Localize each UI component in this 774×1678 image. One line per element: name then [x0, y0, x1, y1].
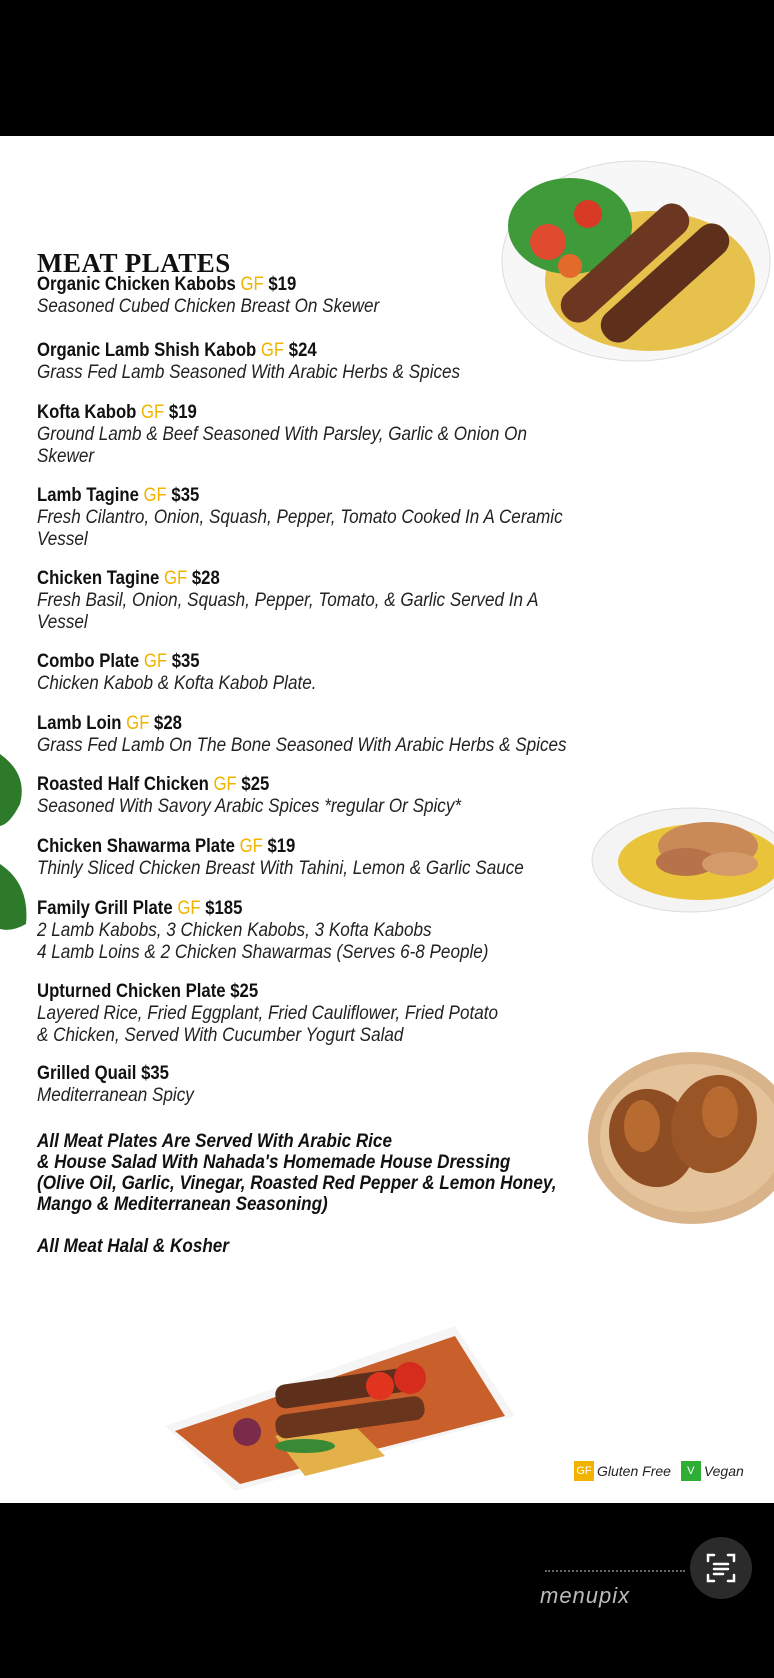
scan-text-icon — [690, 1537, 752, 1599]
menu-page — [0, 136, 774, 1503]
item-name: Combo Plate — [37, 651, 140, 672]
watermark-divider — [545, 1570, 685, 1572]
item-name: Lamb Tagine — [37, 485, 139, 506]
item-description: & Chicken, Served With Cucumber Yogurt Salad — [37, 1025, 404, 1046]
item-price: $28 — [154, 713, 182, 734]
item-price: $25 — [241, 774, 270, 795]
menu-item — [37, 774, 657, 818]
item-name: Kofta Kabob — [37, 402, 137, 423]
item-name: Chicken Shawarma Plate — [37, 836, 235, 857]
item-description: Grass Fed Lamb On The Bone Seasoned With Arabic Herbs & Spices — [37, 735, 567, 756]
section-heading: MEAT PLATES — [37, 248, 231, 278]
gluten-free-tag: GF — [163, 568, 188, 589]
item-description: Vessel — [37, 612, 88, 633]
item-price: $28 — [191, 568, 220, 589]
menu-item — [37, 568, 657, 634]
item-description: Seasoned With Savory Arabic Spices *regular Or Spicy* — [37, 796, 462, 817]
item-price: $185 — [205, 898, 243, 919]
mixed-grill-platter-image — [155, 1306, 535, 1496]
item-price: $19 — [268, 274, 297, 295]
gluten-free-tag: GF — [240, 274, 264, 295]
menu-item — [37, 981, 657, 1047]
item-description: Thinly Sliced Chicken Breast With Tahini, Lemon & Garlic Sauce — [37, 858, 524, 879]
item-description: Vessel — [37, 529, 88, 550]
gluten-free-tag: GF — [213, 774, 237, 795]
item-description: Ground Lamb & Beef Seasoned With Parsley, Garlic & Onion On — [37, 424, 527, 445]
note-line: Mango & Mediterranean Seasoning) — [37, 1194, 328, 1215]
note-line: & House Salad With Nahada's Homemade House Dressing — [37, 1152, 511, 1173]
menu-item — [37, 1063, 657, 1107]
item-description: Layered Rice, Fried Eggplant, Fried Cauliflower, Fried Potato — [37, 1003, 498, 1024]
item-name: Organic Chicken Kabobs — [37, 274, 236, 295]
note-line: All Meat Plates Are Served With Arabic Rice — [37, 1131, 392, 1152]
menu-item — [37, 274, 657, 318]
gluten-free-tag: GF — [143, 485, 167, 506]
item-name: Family Grill Plate — [37, 898, 173, 919]
item-description: Seasoned Cubed Chicken Breast On Skewer — [37, 296, 380, 317]
note-line: (Olive Oil, Garlic, Vinegar, Roasted Red Pepper & Lemon Honey, — [37, 1173, 557, 1194]
legend — [574, 1461, 744, 1481]
item-name: Organic Lamb Shish Kabob — [37, 340, 257, 361]
item-price: $24 — [288, 340, 317, 361]
gluten-free-tag: GF — [143, 651, 168, 672]
item-name: Roasted Half Chicken — [37, 774, 209, 795]
halal-note: All Meat Halal & Kosher — [37, 1236, 229, 1257]
vegan-label: Vegan — [703, 1463, 744, 1479]
item-name: Chicken Tagine — [37, 568, 160, 589]
gluten-free-badge: GF — [574, 1461, 594, 1481]
item-description: Fresh Cilantro, Onion, Squash, Pepper, Tomato Cooked In A Ceramic — [37, 507, 563, 528]
item-name: Upturned Chicken Plate — [37, 981, 226, 1002]
menu-item — [37, 402, 657, 468]
item-price: $35 — [141, 1063, 169, 1084]
scan-text-button[interactable] — [690, 1537, 752, 1599]
gluten-free-tag: GF — [141, 402, 165, 423]
item-description: Mediterranean Spicy — [37, 1085, 194, 1106]
item-name: Grilled Quail — [37, 1063, 137, 1084]
item-description: Grass Fed Lamb Seasoned With Arabic Herbs & Spices — [37, 362, 461, 383]
item-description: Skewer — [37, 446, 95, 467]
menu-item — [37, 340, 657, 384]
gluten-free-label: Gluten Free — [597, 1463, 671, 1479]
item-price: $35 — [171, 485, 200, 506]
item-price: $35 — [171, 651, 200, 672]
gluten-free-tag: GF — [260, 340, 285, 361]
watermark: menupix — [540, 1583, 631, 1608]
item-price: $25 — [230, 981, 259, 1002]
menu-item — [37, 651, 657, 695]
leaf-decoration — [0, 754, 30, 934]
menu-item — [37, 898, 657, 964]
kabob-plate-image — [500, 156, 772, 366]
menu-item — [37, 713, 657, 757]
menu-item — [37, 836, 657, 880]
item-description: 2 Lamb Kabobs, 3 Chicken Kabobs, 3 Kofta Kabobs — [37, 920, 432, 941]
item-name: Lamb Loin — [37, 713, 122, 734]
vegan-badge: V — [681, 1461, 701, 1481]
gluten-free-tag: GF — [177, 898, 201, 919]
gluten-free-tag: GF — [126, 713, 150, 734]
item-price: $19 — [267, 836, 296, 857]
item-description: 4 Lamb Loins & 2 Chicken Shawarmas (Serves 6-8 People) — [37, 942, 489, 963]
item-description: Fresh Basil, Onion, Squash, Pepper, Tomato, & Garlic Served In A — [37, 590, 539, 611]
menu-item — [37, 485, 657, 551]
item-description: Chicken Kabob & Kofta Kabob Plate. — [37, 673, 317, 694]
gluten-free-tag: GF — [239, 836, 263, 857]
item-price: $19 — [168, 402, 197, 423]
